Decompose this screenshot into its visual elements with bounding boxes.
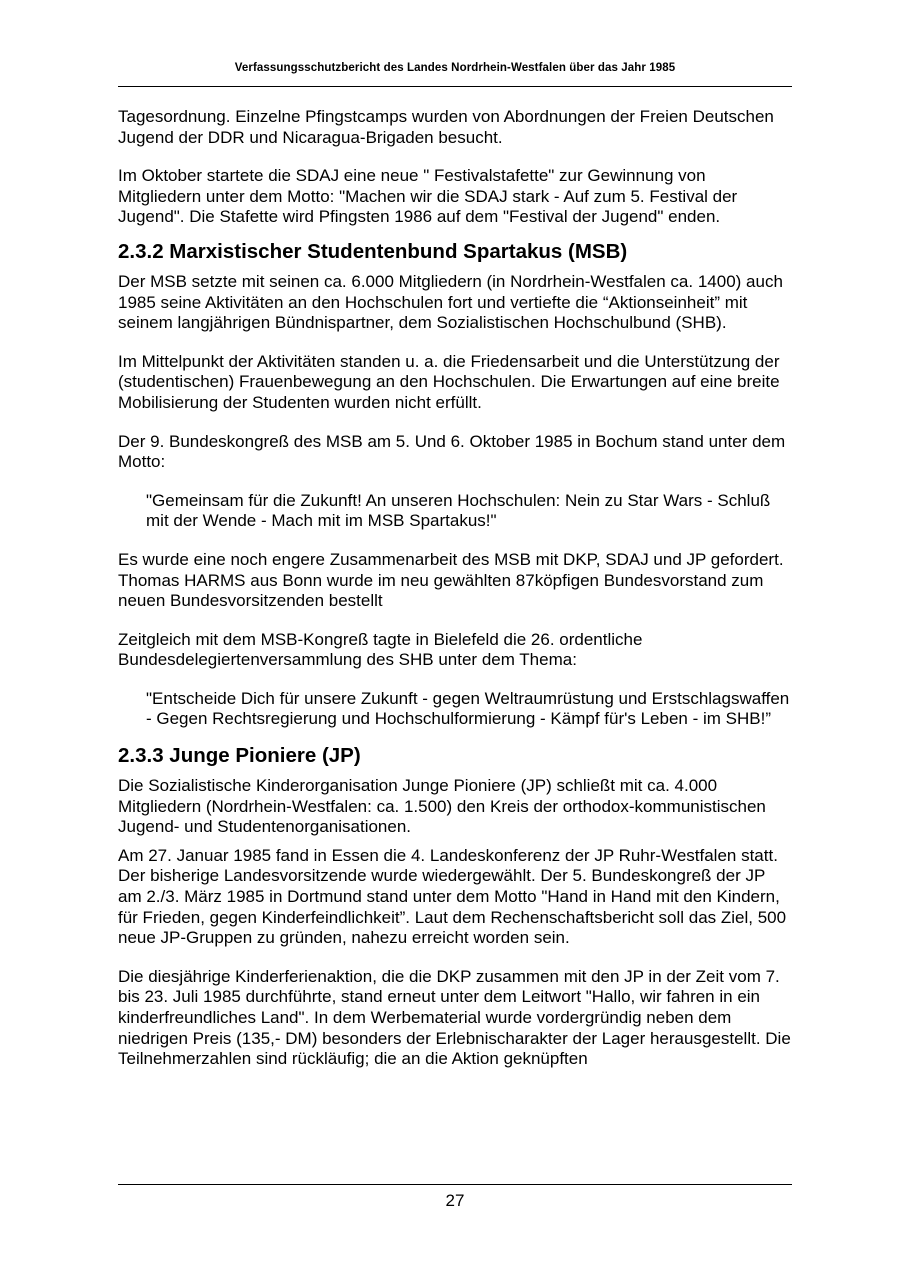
page-number: 27: [445, 1191, 465, 1210]
running-header: Verfassungsschutzbericht des Landes Nordrhein-Westfalen über das Jahr 1985: [234, 62, 676, 74]
page-body: [118, 107, 792, 1070]
footer-rule: [118, 1184, 792, 1185]
section-heading-msb: 2.3.2 Marxistischer Studentenbund Spartakus (MSB): [118, 239, 628, 263]
paragraph: Der 9. Bundeskongreß des MSB am 5. Und 6. Oktober 1985 in Bochum stand unter dem Motto:: [118, 431, 786, 472]
paragraph: Es wurde eine noch engere Zusammenarbeit des MSB mit DKP, SDAJ und JP gefordert. Thomas HARMS aus Bonn wurde im neu gewählten 87köpfigen Bundesvorstand zum neuen Bundesvorsitzenden bestellt: [118, 549, 784, 611]
paragraph: Die Sozialistische Kinderorganisation Junge Pioniere (JP) schließt mit ca. 4.000 Mitgliedern (Nordrhein-Westfalen: ca. 1.500) den Kreis der orthodox-kommunistischen Jugend- und Studentenorganisationen.: [118, 776, 766, 837]
paragraph: Im Oktober startete die SDAJ eine neue " Festivalstafette" zur Gewinnung von Mitgliedern unter dem Motto: "Machen wir die SDAJ stark - Auf zum 5. Festival der Jugend". Die Stafette wird Pfingsten 1986 auf dem "Festival der Jugend" enden.: [118, 166, 738, 227]
paragraph: Im Mittelpunkt der Aktivitäten standen u. a. die Friedensarbeit und die Unterstützung der (studentischen) Frauenbewegung an den Hochschulen. Die Erwartungen auf eine breite Mobilisierung der Studenten wurden nicht erfüllt.: [118, 351, 780, 412]
paragraph: Zeitgleich mit dem MSB-Kongreß tagte in Bielefeld die 26. ordentliche Bundesdelegiertenversammlung des SHB unter dem Thema:: [118, 629, 643, 670]
paragraph: Am 27. Januar 1985 fand in Essen die 4. Landeskonferenz der JP Ruhr-Westfalen statt. Der bisherige Landesvorsitzende wurde wiedergewählt. Der 5. Bundeskongreß der JP am 2./3. März 1985 in Dortmund stand unter dem Motto "Hand in Hand mit den Kindern, für Frieden, gegen Kinderfeindlichkeit”. Laut dem Rechenschaftsbericht soll das Ziel, 500 neue JP-Gruppen zu gründen, nahezu erreicht worden sein.: [118, 845, 787, 948]
motto-quote: "Entscheide Dich für unsere Zukunft - gegen Weltraumrüstung und Erstschlagswaffen - Gegen Rechtsregierung und Hochschulformierung - Kämpf für's Leben - im SHB!”: [146, 688, 790, 729]
paragraph: Tagesordnung. Einzelne Pfingstcamps wurden von Abordnungen der Freien Deutschen Jugend der DDR und Nicaragua-Brigaden besucht.: [118, 107, 774, 147]
paragraph: Die diesjährige Kinderferienaktion, die die DKP zusammen mit den JP in der Zeit vom 7. bis 23. Juli 1985 durchführte, stand erneut unter dem Leitwort "Hallo, wir fahren in ein kinderfreundliches Land". In dem Werbematerial wurde vordergründig neben dem niedrigen Preis (135,- DM) besonders der Erlebnischarakter der Lager herausgestellt. Die Teilnehmerzahlen sind rückläufig; die an die Aktion geknüpften: [118, 966, 791, 1069]
motto-quote: "Gemeinsam für die Zukunft! An unseren Hochschulen: Nein zu Star Wars - Schluß mit der Wende - Mach mit im MSB Spartakus!": [146, 490, 771, 531]
section-heading-jp: 2.3.3 Junge Pioniere (JP): [118, 744, 361, 768]
paragraph: Der MSB setzte mit seinen ca. 6.000 Mitgliedern (in Nordrhein-Westfalen ca. 1400) auch 1985 seine Aktivitäten an den Hochschulen fort und vertiefte die “Aktionseinheit” mit seinem langjährigen Bündnispartner, dem Sozialistischen Hochschulbund (SHB).: [118, 271, 783, 333]
header-rule: [118, 86, 792, 87]
